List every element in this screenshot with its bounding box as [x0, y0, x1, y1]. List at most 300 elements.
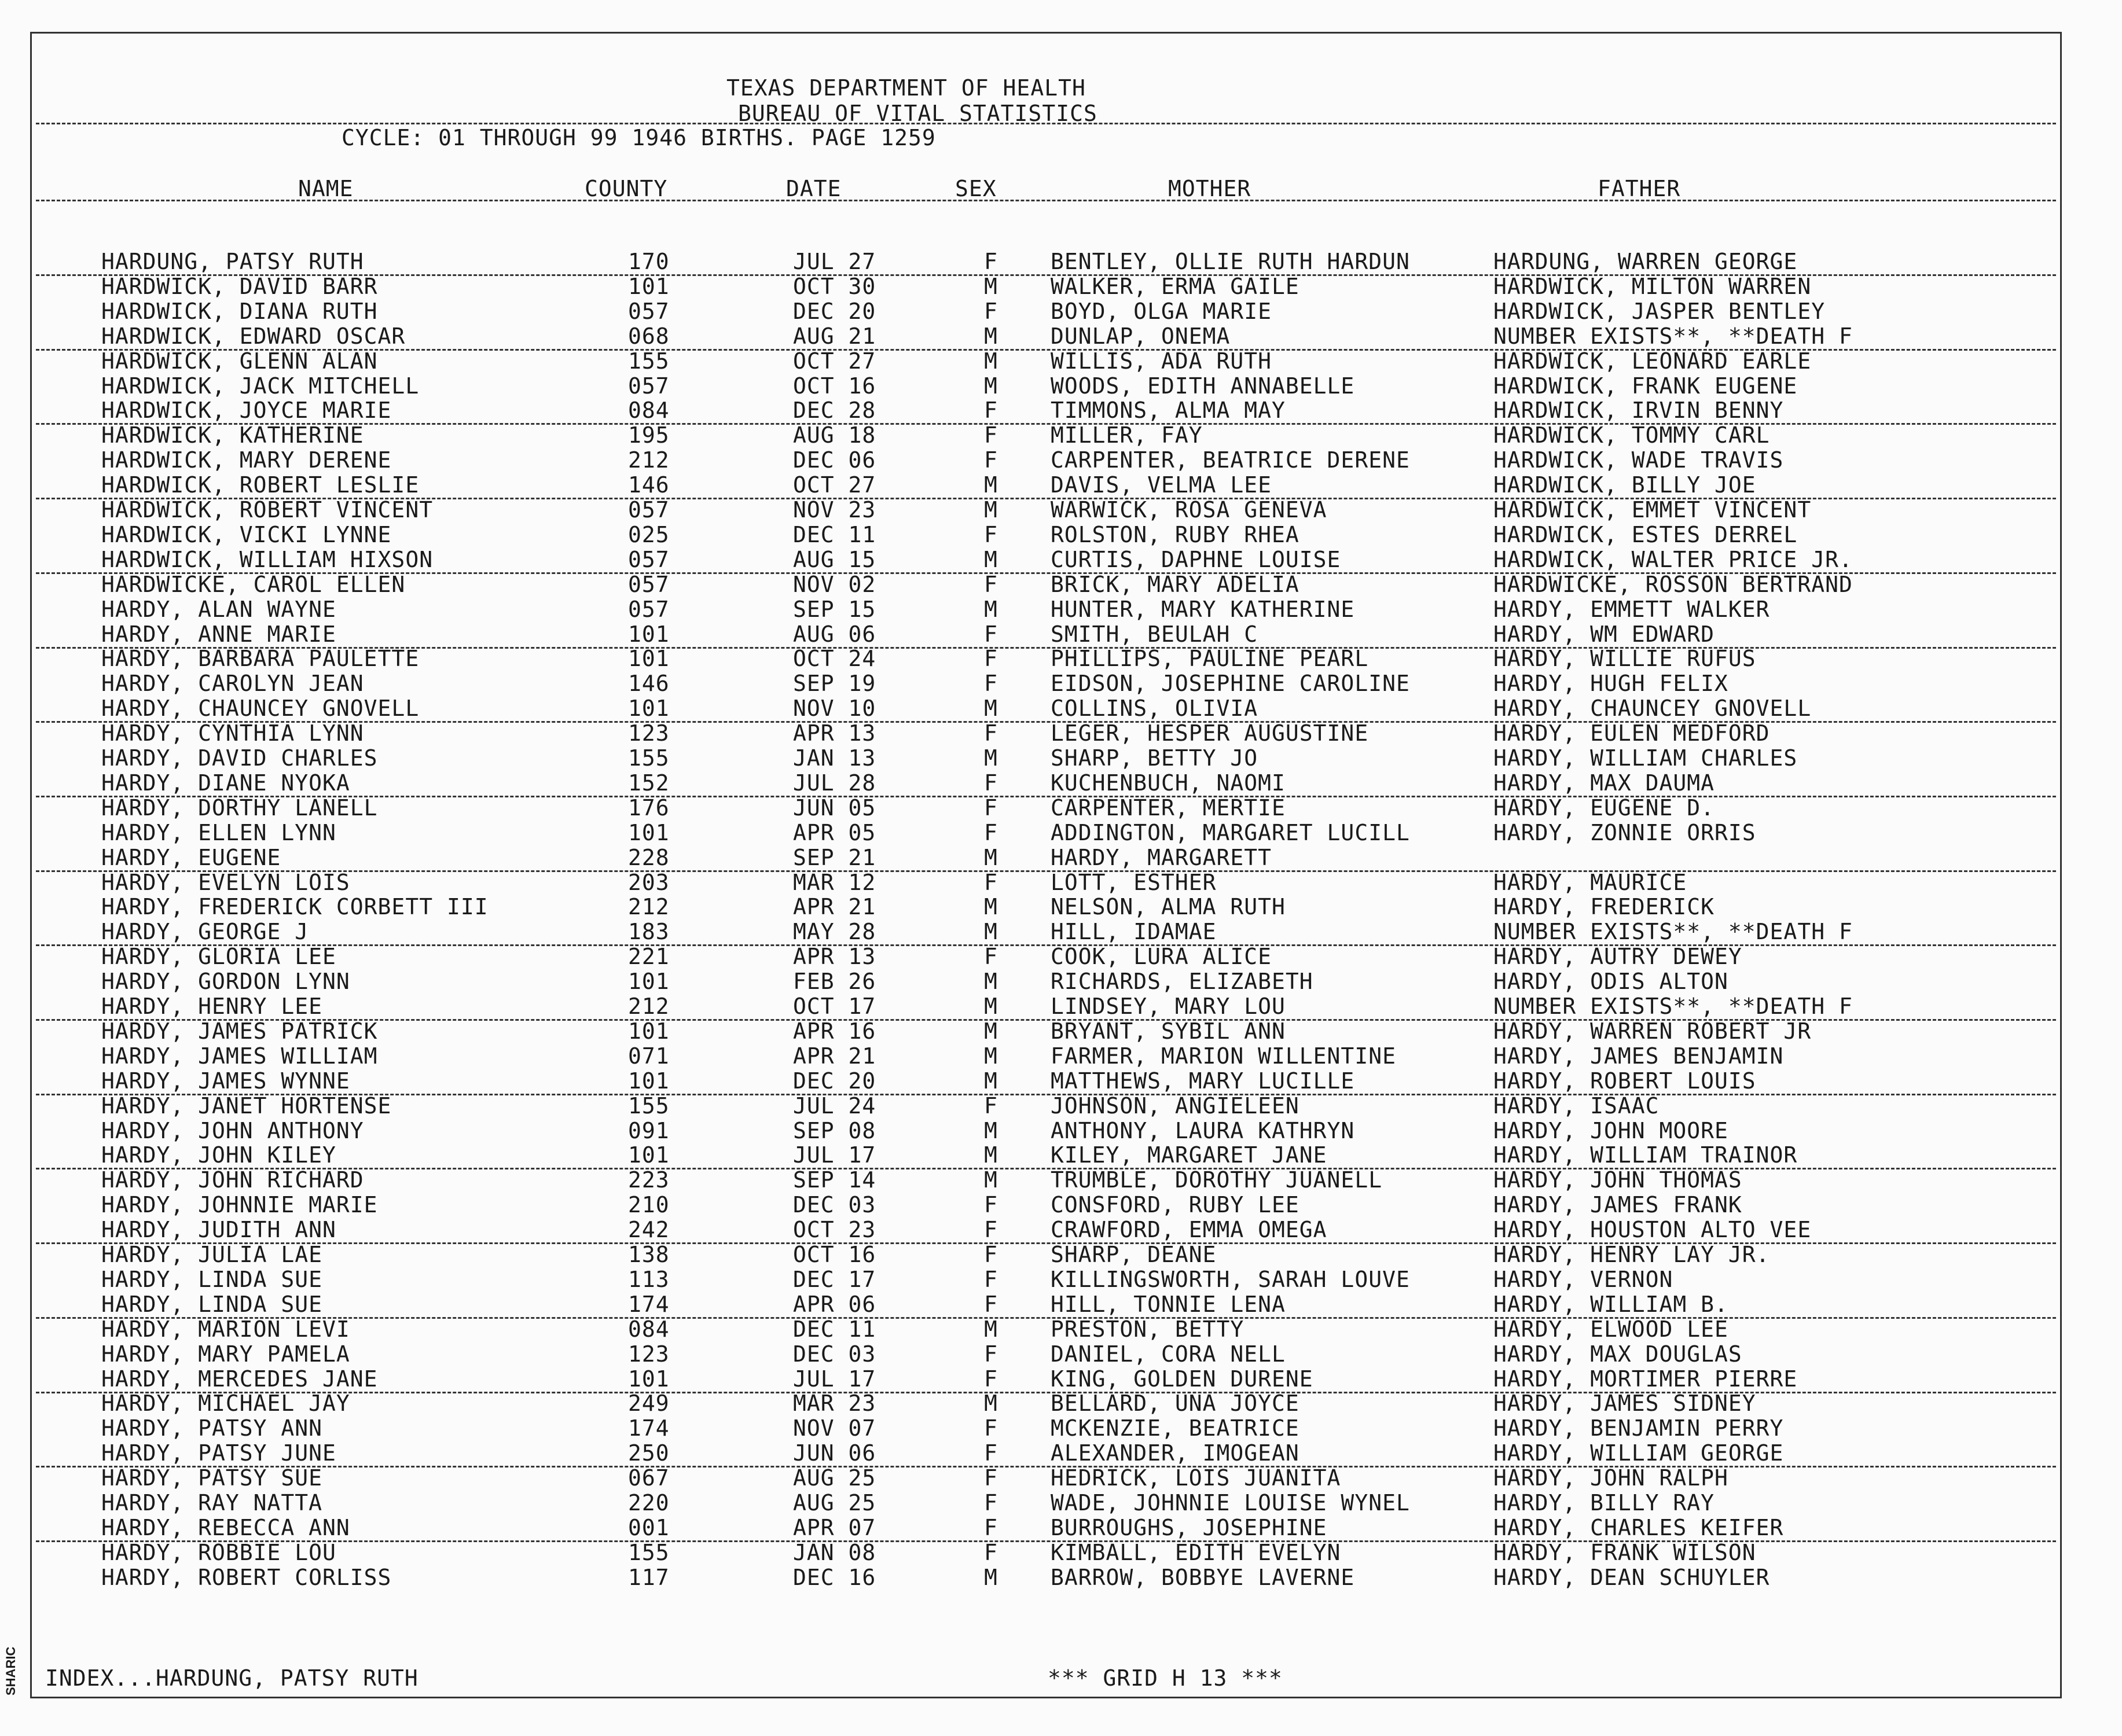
record-date: OCT 17	[793, 994, 876, 1019]
record-county: 242	[628, 1217, 670, 1243]
record-mother: CRAWFORD, EMMA OMEGA	[1051, 1217, 1327, 1243]
table-row	[0, 348, 2122, 373]
record-mother: KILEY, MARGARET JANE	[1051, 1142, 1327, 1168]
record-date: DEC 06	[793, 447, 876, 473]
record-sex: F	[984, 1341, 998, 1367]
record-date: SEP 15	[793, 596, 876, 622]
record-father: HARDY, VERNON	[1493, 1266, 1673, 1292]
record-county: 071	[628, 1043, 670, 1069]
record-name: HARDY, RAY NATTA	[101, 1490, 323, 1516]
record-date: SEP 21	[793, 844, 876, 870]
record-name: HARDY, CYNTHIA LYNN	[101, 720, 364, 746]
record-father: HARDY, WILLIAM TRAINOR	[1493, 1142, 1798, 1168]
record-name: HARDWICKE, CAROL ELLEN	[101, 571, 406, 597]
table-row	[0, 323, 2122, 348]
record-father: HARDY, EUGENE D.	[1493, 795, 1715, 821]
record-date: DEC 20	[793, 298, 876, 324]
record-date: JUN 06	[793, 1440, 876, 1466]
record-county: 025	[628, 521, 670, 547]
record-mother: BRICK, MARY ADELIA	[1051, 571, 1299, 597]
record-county: 101	[628, 621, 670, 647]
table-row	[0, 944, 2122, 968]
record-county: 155	[628, 1539, 670, 1565]
record-father: HARDUNG, WARREN GEORGE	[1493, 249, 1798, 274]
record-mother: CARPENTER, MERTIE	[1051, 795, 1286, 821]
record-name: HARDY, HENRY LEE	[101, 994, 323, 1019]
record-father: HARDY, JOHN MOORE	[1493, 1117, 1728, 1143]
record-name: HARDWICK, DAVID BARR	[101, 273, 378, 299]
record-date: DEC 28	[793, 398, 876, 424]
record-father: HARDY, WILLIAM B.	[1493, 1291, 1728, 1317]
table-row	[0, 894, 2122, 918]
record-name: HARDY, ROBBIE LOU	[101, 1539, 336, 1565]
record-father: HARDY, DEAN SCHUYLER	[1493, 1564, 1770, 1590]
record-father: HARDY, WILLIAM CHARLES	[1493, 745, 1798, 771]
record-county: 176	[628, 795, 670, 821]
record-name: HARDWICK, KATHERINE	[101, 422, 364, 448]
record-father: HARDY, CHAUNCEY GNOVELL	[1493, 696, 1812, 722]
record-name: HARDY, ROBERT CORLISS	[101, 1564, 392, 1590]
record-sex: F	[984, 819, 998, 845]
table-row	[0, 1217, 2122, 1241]
record-mother: WALKER, ERMA GAILE	[1051, 273, 1299, 299]
record-county: 057	[628, 497, 670, 523]
record-sex: F	[984, 422, 998, 448]
record-date: NOV 02	[793, 571, 876, 597]
record-county: 152	[628, 770, 670, 796]
record-sex: F	[984, 571, 998, 597]
record-sex: M	[984, 1117, 998, 1143]
record-county: 212	[628, 447, 670, 473]
record-sex: F	[984, 1291, 998, 1317]
table-row	[0, 447, 2122, 472]
record-sex: F	[984, 447, 998, 473]
record-name: HARDY, JAMES PATRICK	[101, 1018, 378, 1044]
record-name: HARDUNG, PATSY RUTH	[101, 249, 364, 274]
record-county: 101	[628, 1366, 670, 1392]
record-father: HARDWICK, WALTER PRICE JR.	[1493, 546, 1853, 572]
record-name: HARDWICK, VICKI LYNNE	[101, 521, 392, 547]
record-county: 091	[628, 1117, 670, 1143]
record-date: AUG 21	[793, 323, 876, 349]
table-row	[0, 1540, 2122, 1564]
table-row	[0, 745, 2122, 770]
table-row	[0, 1316, 2122, 1341]
record-name: HARDWICK, JACK MITCHELL	[101, 373, 420, 399]
record-father: HARDY, JAMES BENJAMIN	[1493, 1043, 1784, 1069]
record-father: HARDY, HOUSTON ALTO VEE	[1493, 1217, 1812, 1243]
record-father: HARDWICK, ESTES DERREL	[1493, 521, 1798, 547]
record-sex: F	[984, 1366, 998, 1392]
record-county: 220	[628, 1490, 670, 1516]
record-father: HARDWICK, LEONARD EARLE	[1493, 348, 1812, 374]
record-county: 101	[628, 646, 670, 672]
record-name: HARDY, BARBARA PAULETTE	[101, 646, 420, 672]
record-sex: F	[984, 671, 998, 697]
record-county: 221	[628, 944, 670, 970]
record-father: HARDY, EULEN MEDFORD	[1493, 720, 1770, 746]
record-sex: F	[984, 1093, 998, 1119]
record-date: JAN 08	[793, 1539, 876, 1565]
table-row	[0, 1490, 2122, 1514]
record-date: APR 05	[793, 819, 876, 845]
record-sex: M	[984, 1043, 998, 1069]
record-sex: F	[984, 1266, 998, 1292]
record-name: HARDY, DIANE NYOKA	[101, 770, 350, 796]
table-row	[0, 274, 2122, 298]
table-row	[0, 820, 2122, 844]
record-father: HARDY, MAURICE	[1493, 869, 1687, 895]
record-name: HARDY, JOHN ANTHONY	[101, 1117, 364, 1143]
record-mother: MATTHEWS, MARY LUCILLE	[1051, 1068, 1355, 1094]
table-row	[0, 1391, 2122, 1415]
record-mother: CARPENTER, BEATRICE DERENE	[1051, 447, 1410, 473]
record-mother: WILLIS, ADA RUTH	[1051, 348, 1272, 374]
record-date: APR 07	[793, 1514, 876, 1540]
record-date: MAR 23	[793, 1391, 876, 1417]
record-sex: F	[984, 720, 998, 746]
record-sex: M	[984, 472, 998, 498]
table-row	[0, 1093, 2122, 1117]
record-name: HARDY, JOHNNIE MARIE	[101, 1192, 378, 1218]
record-county: 228	[628, 844, 670, 870]
record-date: APR 13	[793, 720, 876, 746]
record-county: 101	[628, 1068, 670, 1094]
record-sex: M	[984, 844, 998, 870]
record-date: FEB 26	[793, 969, 876, 995]
record-date: JUN 05	[793, 795, 876, 821]
record-county: 195	[628, 422, 670, 448]
side-label: SHARIC	[3, 1646, 18, 1695]
record-date: AUG 15	[793, 546, 876, 572]
table-row	[0, 1167, 2122, 1191]
table-row	[0, 249, 2122, 273]
record-father: HARDWICK, TOMMY CARL	[1493, 422, 1770, 448]
record-name: HARDY, JUDITH ANN	[101, 1217, 336, 1243]
header-title: TEXAS DEPARTMENT OF HEALTH	[726, 75, 1086, 101]
record-mother: BARROW, BOBBYE LAVERNE	[1051, 1564, 1355, 1590]
record-sex: M	[984, 969, 998, 995]
record-county: 155	[628, 1093, 670, 1119]
record-county: 084	[628, 398, 670, 424]
record-sex: M	[984, 323, 998, 349]
record-father: HARDWICK, JASPER BENTLEY	[1493, 298, 1826, 324]
record-sex: F	[984, 869, 998, 895]
record-county: 057	[628, 596, 670, 622]
record-name: HARDY, GLORIA LEE	[101, 944, 336, 970]
record-sex: M	[984, 1167, 998, 1193]
table-row	[0, 1242, 2122, 1266]
record-father: HARDY, WILLIE RUFUS	[1493, 646, 1756, 672]
record-date: APR 06	[793, 1291, 876, 1317]
record-name: HARDY, ELLEN LYNN	[101, 819, 336, 845]
record-date: SEP 08	[793, 1117, 876, 1143]
record-mother: ALEXANDER, IMOGEAN	[1051, 1440, 1299, 1466]
record-county: 212	[628, 894, 670, 920]
record-father: HARDY, FRANK WILSON	[1493, 1539, 1756, 1565]
table-row	[0, 373, 2122, 398]
table-row	[0, 1142, 2122, 1167]
record-name: HARDY, REBECCA ANN	[101, 1514, 350, 1540]
table-row	[0, 1415, 2122, 1440]
record-date: JUL 28	[793, 770, 876, 796]
record-sex: M	[984, 546, 998, 572]
record-date: DEC 20	[793, 1068, 876, 1094]
record-name: HARDWICK, EDWARD OSCAR	[101, 323, 406, 349]
record-date: OCT 30	[793, 273, 876, 299]
record-father: HARDY, FREDERICK	[1493, 894, 1715, 920]
record-mother: HARDY, MARGARETT	[1051, 844, 1272, 870]
record-father: HARDY, JAMES SIDNEY	[1493, 1391, 1756, 1417]
record-father: HARDWICK, FRANK EUGENE	[1493, 373, 1798, 399]
table-row	[0, 671, 2122, 695]
record-name: HARDY, GEORGE J	[101, 919, 309, 945]
record-date: JAN 13	[793, 745, 876, 771]
record-mother: MILLER, FAY	[1051, 422, 1203, 448]
record-father: HARDWICK, EMMET VINCENT	[1493, 497, 1812, 523]
record-mother: WARWICK, ROSA GENEVA	[1051, 497, 1327, 523]
table-row	[0, 597, 2122, 621]
record-county: 123	[628, 1341, 670, 1367]
record-name: HARDY, JAMES WILLIAM	[101, 1043, 378, 1069]
record-date: DEC 17	[793, 1266, 876, 1292]
record-father: HARDY, WM EDWARD	[1493, 621, 1715, 647]
table-row	[0, 398, 2122, 422]
record-date: APR 13	[793, 944, 876, 970]
record-father: HARDY, CHARLES KEIFER	[1493, 1514, 1784, 1540]
table-row	[0, 994, 2122, 1018]
record-sex: M	[984, 1068, 998, 1094]
table-row	[0, 547, 2122, 571]
record-father: HARDY, JOHN THOMAS	[1493, 1167, 1742, 1193]
record-sex: M	[984, 696, 998, 722]
record-sex: M	[984, 745, 998, 771]
record-date: OCT 16	[793, 373, 876, 399]
record-name: HARDWICK, WILLIAM HIXSON	[101, 546, 434, 572]
record-mother: COLLINS, OLIVIA	[1051, 696, 1258, 722]
table-row	[0, 795, 2122, 819]
record-county: 138	[628, 1242, 670, 1267]
table-row	[0, 1192, 2122, 1216]
record-sex: M	[984, 273, 998, 299]
record-mother: SHARP, BETTY JO	[1051, 745, 1258, 771]
record-county: 057	[628, 546, 670, 572]
record-sex: F	[984, 944, 998, 970]
record-date: AUG 25	[793, 1465, 876, 1491]
record-name: HARDY, CHAUNCEY GNOVELL	[101, 696, 420, 722]
record-father: HARDWICK, BILLY JOE	[1493, 472, 1756, 498]
record-sex: F	[984, 398, 998, 424]
record-county: 155	[628, 745, 670, 771]
record-sex: F	[984, 621, 998, 647]
column-header-sex: SEX	[955, 176, 997, 201]
record-father: HARDY, ELWOOD LEE	[1493, 1316, 1728, 1342]
record-name: HARDWICK, DIANA RUTH	[101, 298, 378, 324]
table-row	[0, 1440, 2122, 1465]
record-sex: M	[984, 1316, 998, 1342]
record-mother: MCKENZIE, BEATRICE	[1051, 1415, 1299, 1441]
record-name: HARDY, MARY PAMELA	[101, 1341, 350, 1367]
record-name: HARDY, JOHN KILEY	[101, 1142, 336, 1168]
record-name: HARDY, FREDERICK CORBETT III	[101, 894, 489, 920]
record-county: 068	[628, 323, 670, 349]
table-row	[0, 1515, 2122, 1539]
table-row	[0, 870, 2122, 894]
table-row	[0, 522, 2122, 546]
record-county: 001	[628, 1514, 670, 1540]
record-name: HARDY, ANNE MARIE	[101, 621, 336, 647]
record-county: 101	[628, 1018, 670, 1044]
table-row	[0, 696, 2122, 720]
record-mother: WADE, JOHNNIE LOUISE WYNEL	[1051, 1490, 1410, 1516]
record-sex: F	[984, 1539, 998, 1565]
record-date: AUG 06	[793, 621, 876, 647]
record-sex: F	[984, 1217, 998, 1243]
table-row	[0, 572, 2122, 596]
record-mother: BOYD, OLGA MARIE	[1051, 298, 1272, 324]
record-date: AUG 18	[793, 422, 876, 448]
record-name: HARDWICK, ROBERT VINCENT	[101, 497, 434, 523]
record-sex: F	[984, 770, 998, 796]
record-sex: F	[984, 1415, 998, 1441]
table-row	[0, 1267, 2122, 1291]
record-county: 101	[628, 819, 670, 845]
record-mother: HUNTER, MARY KATHERINE	[1051, 596, 1355, 622]
table-row	[0, 299, 2122, 323]
record-name: HARDY, CAROLYN JEAN	[101, 671, 364, 697]
record-mother: DANIEL, CORA NELL	[1051, 1341, 1286, 1367]
header-subtitle: BUREAU OF VITAL STATISTICS	[738, 101, 1097, 126]
record-mother: CONSFORD, RUBY LEE	[1051, 1192, 1299, 1218]
record-name: HARDY, DAVID CHARLES	[101, 745, 378, 771]
record-county: 084	[628, 1316, 670, 1342]
record-sex: F	[984, 1242, 998, 1267]
record-father: HARDY, HUGH FELIX	[1493, 671, 1728, 697]
record-father: HARDWICK, IRVIN BENNY	[1493, 398, 1784, 424]
record-father: HARDY, WARREN ROBERT JR	[1493, 1018, 1812, 1044]
table-row	[0, 472, 2122, 496]
record-date: JUL 27	[793, 249, 876, 274]
record-county: 203	[628, 869, 670, 895]
record-mother: ADDINGTON, MARGARET LUCILL	[1051, 819, 1410, 845]
record-county: 174	[628, 1291, 670, 1317]
record-name: HARDY, ALAN WAYNE	[101, 596, 336, 622]
table-row	[0, 1366, 2122, 1391]
record-father: HARDY, BENJAMIN PERRY	[1493, 1415, 1784, 1441]
table-row	[0, 497, 2122, 521]
table-row	[0, 1292, 2122, 1316]
record-mother: TRUMBLE, DOROTHY JUANELL	[1051, 1167, 1383, 1193]
record-sex: F	[984, 1440, 998, 1466]
record-date: SEP 19	[793, 671, 876, 697]
record-father: HARDY, EMMETT WALKER	[1493, 596, 1770, 622]
record-mother: BRYANT, SYBIL ANN	[1051, 1018, 1286, 1044]
record-date: DEC 03	[793, 1341, 876, 1367]
record-mother: SMITH, BEULAH C	[1051, 621, 1258, 647]
record-name: HARDWICK, JOYCE MARIE	[101, 398, 392, 424]
table-row	[0, 845, 2122, 869]
record-date: SEP 14	[793, 1167, 876, 1193]
table-row	[0, 1465, 2122, 1489]
record-sex: M	[984, 497, 998, 523]
record-name: HARDY, EVELYN LOIS	[101, 869, 350, 895]
record-mother: HILL, TONNIE LENA	[1051, 1291, 1286, 1317]
record-sex: F	[984, 249, 998, 274]
record-date: OCT 16	[793, 1242, 876, 1267]
table-row	[0, 770, 2122, 795]
record-name: HARDY, GORDON LYNN	[101, 969, 350, 995]
record-name: HARDY, MERCEDES JANE	[101, 1366, 378, 1392]
record-date: NOV 07	[793, 1415, 876, 1441]
record-name: HARDWICK, ROBERT LESLIE	[101, 472, 420, 498]
record-date: DEC 11	[793, 1316, 876, 1342]
record-mother: KUCHENBUCH, NAOMI	[1051, 770, 1286, 796]
record-mother: PHILLIPS, PAULINE PEARL	[1051, 646, 1369, 672]
footer-index: INDEX...HARDUNG, PATSY RUTH	[45, 1665, 418, 1691]
record-name: HARDY, JANET HORTENSE	[101, 1093, 392, 1119]
record-county: 101	[628, 969, 670, 995]
record-sex: M	[984, 1391, 998, 1417]
table-row	[0, 720, 2122, 745]
record-county: 057	[628, 373, 670, 399]
record-mother: LEGER, HESPER AUGUSTINE	[1051, 720, 1369, 746]
record-mother: HILL, IDAMAE	[1051, 919, 1217, 945]
record-date: OCT 27	[793, 472, 876, 498]
table-row	[0, 621, 2122, 646]
record-mother: LOTT, ESTHER	[1051, 869, 1217, 895]
record-sex: M	[984, 994, 998, 1019]
record-date: AUG 25	[793, 1490, 876, 1516]
record-date: MAY 28	[793, 919, 876, 945]
record-date: JUL 17	[793, 1142, 876, 1168]
record-mother: CURTIS, DAPHNE LOUISE	[1051, 546, 1341, 572]
record-mother: KILLINGSWORTH, SARAH LOUVE	[1051, 1266, 1410, 1292]
record-county: 123	[628, 720, 670, 746]
record-father: NUMBER EXISTS**, **DEATH F	[1493, 323, 1853, 349]
record-father: HARDY, BILLY RAY	[1493, 1490, 1715, 1516]
record-mother: BURROUGHS, JOSEPHINE	[1051, 1514, 1327, 1540]
record-date: JUL 24	[793, 1093, 876, 1119]
record-sex: F	[984, 795, 998, 821]
record-father: HARDY, MAX DAUMA	[1493, 770, 1715, 796]
record-county: 067	[628, 1465, 670, 1491]
record-father: HARDY, MORTIMER PIERRE	[1493, 1366, 1798, 1392]
record-county: 183	[628, 919, 670, 945]
record-name: HARDY, PATSY SUE	[101, 1465, 323, 1491]
record-sex: F	[984, 298, 998, 324]
record-name: HARDWICK, GLENN ALAN	[101, 348, 378, 374]
record-father: HARDY, ISAAC	[1493, 1093, 1660, 1119]
record-name: HARDY, JULIA LAE	[101, 1242, 323, 1267]
record-father: HARDY, HENRY LAY JR.	[1493, 1242, 1770, 1267]
record-date: OCT 24	[793, 646, 876, 672]
record-county: 057	[628, 298, 670, 324]
record-mother: HEDRICK, LOIS JUANITA	[1051, 1465, 1341, 1491]
record-mother: NELSON, ALMA RUTH	[1051, 894, 1286, 920]
record-father: HARDY, ZONNIE ORRIS	[1493, 819, 1756, 845]
record-date: DEC 16	[793, 1564, 876, 1590]
record-mother: ANTHONY, LAURA KATHRYN	[1051, 1117, 1355, 1143]
record-county: 170	[628, 249, 670, 274]
record-date: APR 16	[793, 1018, 876, 1044]
record-county: 117	[628, 1564, 670, 1590]
record-sex: M	[984, 919, 998, 945]
cycle-line: CYCLE: 01 THROUGH 99 1946 BIRTHS. PAGE 1259	[342, 125, 936, 150]
table-row	[0, 1565, 2122, 1589]
record-date: DEC 03	[793, 1192, 876, 1218]
record-name: HARDY, MARION LEVI	[101, 1316, 350, 1342]
record-mother: RICHARDS, ELIZABETH	[1051, 969, 1313, 995]
